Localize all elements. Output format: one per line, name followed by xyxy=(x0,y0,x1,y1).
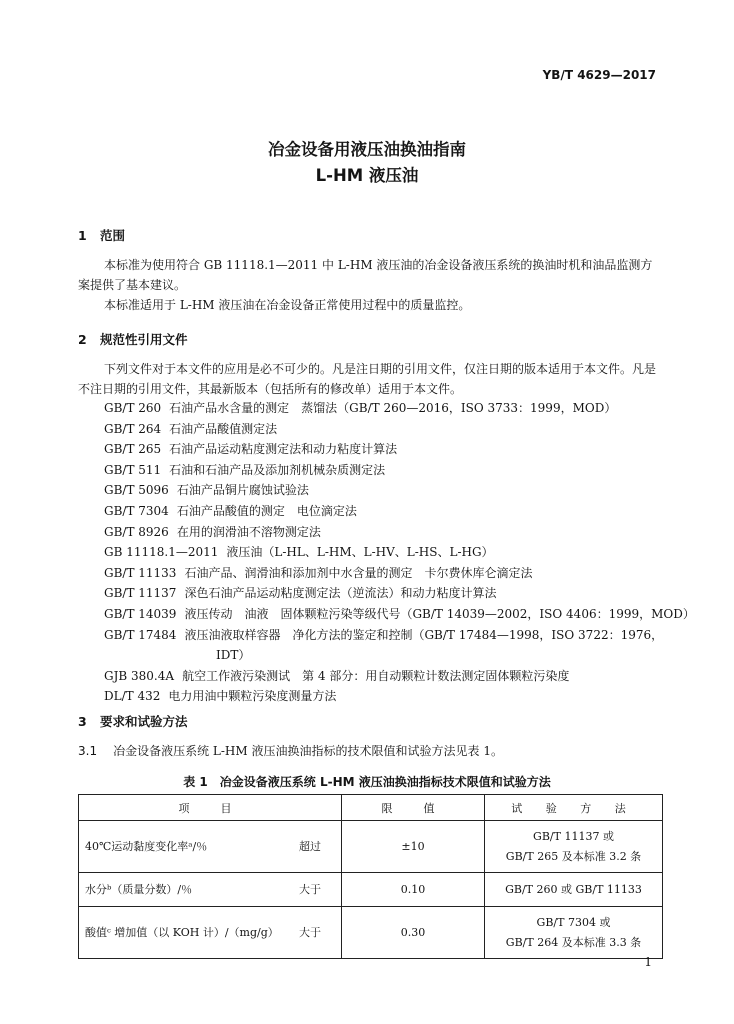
reference-item xyxy=(104,439,695,460)
method-line: GB/T 264 及本标准 3.3 条 xyxy=(505,935,642,949)
section-3-heading xyxy=(78,712,188,730)
table-header-row xyxy=(79,795,663,821)
reference-title: 石油产品、润滑油和添加剂中水含量的测定 卡尔费休库仑滴定法 xyxy=(184,565,533,580)
reference-code: GB/T 7304 xyxy=(104,503,169,518)
reference-continuation: IDT） xyxy=(216,648,251,663)
method-line: GB/T 265 及本标准 3.2 条 xyxy=(505,849,642,863)
reference-item xyxy=(104,501,695,522)
section-number: 3 xyxy=(78,714,87,729)
section-number: 1 xyxy=(78,228,87,243)
limit-cell: 0.30 xyxy=(342,907,485,959)
header-limit: 限 值 xyxy=(342,795,485,821)
reference-item xyxy=(104,419,695,440)
reference-title: 航空工作液污染测试 第 4 部分：用自动颗粒计数法测定固体颗粒污染度 xyxy=(182,668,570,683)
reference-item xyxy=(104,625,695,646)
header-method: 试 验 方 法 xyxy=(485,795,663,821)
reference-code: GB/T 11133 xyxy=(104,565,177,580)
reference-title: 石油产品铜片腐蚀试验法 xyxy=(176,483,309,498)
reference-title: 液压传动 油液 固体颗粒污染等级代号（GB/T 14039—2002，ISO 4406：1999，MOD） xyxy=(184,606,695,621)
reference-code: GJB 380.4A xyxy=(104,668,175,683)
method-cell xyxy=(485,873,663,907)
limit-cell: 0.10 xyxy=(342,873,485,907)
reference-item xyxy=(104,666,695,687)
reference-item xyxy=(104,460,695,481)
reference-code: GB/T 264 xyxy=(104,421,162,436)
reference-code: GB/T 11137 xyxy=(104,586,177,601)
reference-item xyxy=(104,583,695,604)
reference-title: 石油和石油产品及添加剂机械杂质测定法 xyxy=(169,462,386,477)
document-subtitle: L-HM 液压油 xyxy=(315,166,419,185)
method-cell xyxy=(485,821,663,873)
section-number: 2 xyxy=(78,332,87,347)
reference-code: GB/T 5096 xyxy=(104,483,169,498)
method-line: GB/T 7304 或 xyxy=(536,915,611,929)
page-number: 1 xyxy=(644,955,652,969)
item-label: 水分ᵇ（质量分数）/％ xyxy=(85,882,193,896)
section-1-para-1: 本标准为使用符合 GB 11118.1—2011 中 L-HM 液压油的冶金设备液压系统的换油时机和油品监测方案提供了基本建议。 xyxy=(78,258,653,292)
method-line: GB/T 11137 或 xyxy=(533,829,614,843)
reference-title: 液压油液取样容器 净化方法的鉴定和控制（GB/T 17484—1998，ISO 3722：1976， xyxy=(184,627,664,642)
reference-item xyxy=(104,604,695,625)
section-1-heading xyxy=(78,226,125,244)
item-condition: 大于 xyxy=(299,882,321,896)
section-1-para-2: 本标准适用于 L-HM 液压油在冶金设备正常使用过程中的质量监控。 xyxy=(104,298,471,312)
reference-item xyxy=(104,686,695,707)
table-row xyxy=(79,873,663,907)
reference-list xyxy=(104,398,695,707)
reference-item xyxy=(104,480,695,501)
reference-title: 石油产品运动粘度测定法和动力粘度计算法 xyxy=(169,442,398,457)
section-title: 要求和试验方法 xyxy=(100,714,188,729)
reference-title: 深色石油产品运动粘度测定法（逆流法）和动力粘度计算法 xyxy=(184,586,497,601)
reference-title: 石油产品水含量的测定 蒸馏法（GB/T 260—2016，ISO 3733：1999，MOD） xyxy=(169,401,617,415)
reference-title: 液压油（L-HL、L-HM、L-HV、L-HS、L-HG） xyxy=(226,545,494,560)
section-title: 范围 xyxy=(100,228,126,243)
reference-title: 石油产品酸值测定法 xyxy=(169,421,278,436)
reference-code: GB/T 17484 xyxy=(104,627,177,642)
item-label: 40℃运动黏度变化率ᵃ/％ xyxy=(85,839,208,853)
section-2-intro: 下列文件对于本文件的应用是必不可少的。凡是注日期的引用文件，仅注日期的版本适用于本文件。凡是不注日期的引用文件，其最新版本（包括所有的修改单）适用于本文件。 xyxy=(78,362,657,396)
standard-code: YB/T 4629—2017 xyxy=(542,68,656,82)
item-condition: 大于 xyxy=(299,925,321,939)
section-title: 规范性引用文件 xyxy=(100,332,188,347)
clause-text: 冶金设备液压系统 L-HM 液压油换油指标的技术限值和试验方法见表 1。 xyxy=(113,744,503,758)
method-line: GB/T 260 或 GB/T 11133 xyxy=(505,882,642,896)
table-row xyxy=(79,907,663,959)
item-cell xyxy=(79,821,342,873)
reference-title: 在用的润滑油不溶物测定法 xyxy=(176,524,321,539)
reference-item xyxy=(104,563,695,584)
item-cell xyxy=(79,907,342,959)
item-cell xyxy=(79,873,342,907)
spec-table xyxy=(78,794,663,959)
reference-code: GB 11118.1—2011 xyxy=(104,545,219,560)
reference-title: 石油产品酸值的测定 电位滴定法 xyxy=(176,503,357,518)
document-title: 冶金设备用液压油换油指南 xyxy=(268,140,466,159)
method-cell xyxy=(485,907,663,959)
reference-code: GB/T 265 xyxy=(104,442,162,457)
table-caption: 表 1 冶金设备液压系统 L-HM 液压油换油指标技术限值和试验方法 xyxy=(183,775,551,789)
clause-3-1 xyxy=(78,741,503,761)
clause-number: 3.1 xyxy=(78,744,98,758)
reference-item xyxy=(104,398,695,419)
item-label: 酸值ᶜ 增加值（以 KOH 计）/（mg/g） xyxy=(85,925,279,939)
reference-code: GB/T 511 xyxy=(104,462,162,477)
reference-code: DL/T 432 xyxy=(104,689,161,704)
limit-cell: ±10 xyxy=(342,821,485,873)
header-item: 项 目 xyxy=(79,795,342,821)
reference-code: GB/T 8926 xyxy=(104,524,169,539)
table-row xyxy=(79,821,663,873)
item-condition: 超过 xyxy=(299,839,321,853)
reference-item xyxy=(104,522,695,543)
reference-code: GB/T 14039 xyxy=(104,606,177,621)
reference-title: 电力用油中颗粒污染度测量方法 xyxy=(168,689,337,704)
section-2-heading xyxy=(78,330,188,348)
reference-item xyxy=(104,542,695,563)
reference-code: GB/T 260 xyxy=(104,401,162,415)
